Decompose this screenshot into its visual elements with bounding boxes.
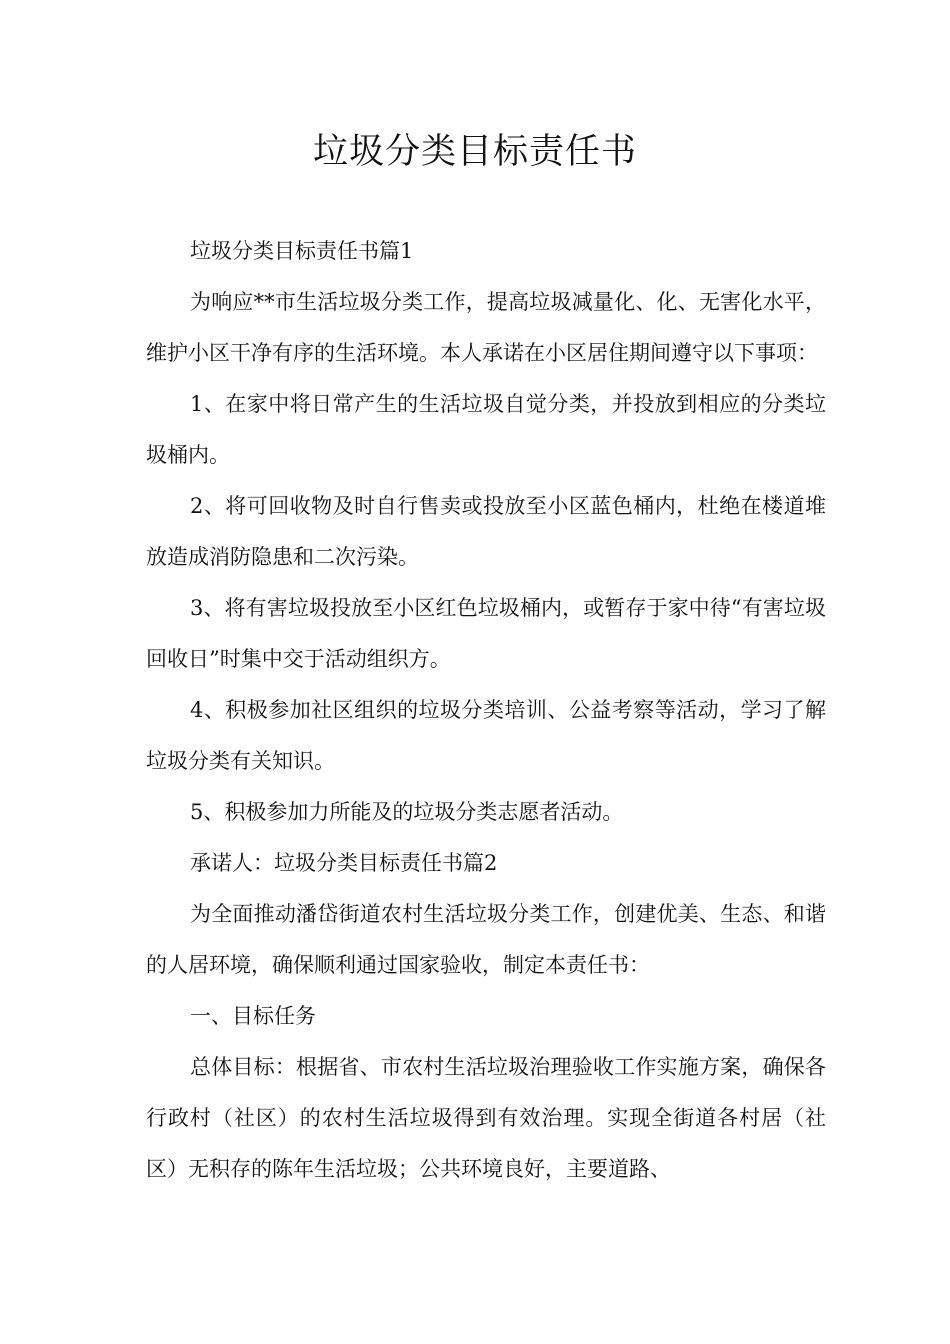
paragraph-item-5: 5、积极参加力所能及的垃圾分类志愿者活动。 [190, 800, 624, 824]
document-title: 垃圾分类目标责任书 [312, 132, 637, 172]
document-body [146, 226, 826, 1195]
paragraph-item-4: 4、积极参加社区组织的垃圾分类培训、公益考察等活动，学习了解垃圾分类有关知识。 [146, 698, 826, 773]
paragraph-signature-heading-2: 承诺人：垃圾分类目标责任书篇2 [190, 851, 498, 875]
paragraph-intro: 为响应**市生活垃圾分类工作，提高垃圾减量化、化、无害化水平，维护小区干净有序的生活环境。本人承诺在小区居住期间遵守以下事项： [146, 290, 826, 365]
paragraph-purpose: 为全面推动潘岱街道农村生活垃圾分类工作，创建优美、生态、和谐的人居环境，确保顺利通过国家验收，制定本责任书： [146, 902, 826, 977]
paragraph-overall-goal: 总体目标：根据省、市农村生活垃圾治理验收工作实施方案，确保各行政村（社区）的农村生活垃圾得到有效治理。实现全街道各村居（社区）无积存的陈年生活垃圾；公共环境良好，主要道路、 [146, 1055, 826, 1181]
paragraph-section-heading-1: 垃圾分类目标责任书篇1 [190, 239, 414, 263]
paragraph-section-goals: 一、目标任务 [190, 1004, 316, 1028]
paragraph-item-2: 2、将可回收物及时自行售卖或投放至小区蓝色桶内，杜绝在楼道堆放造成消防隐患和二次污染。 [146, 494, 826, 569]
paragraph-item-1: 1、在家中将日常产生的生活垃圾自觉分类，并投放到相应的分类垃圾桶内。 [146, 392, 826, 467]
paragraph-item-3: 3、将有害垃圾投放至小区红色垃圾桶内，或暂存于家中待“有害垃圾回收日”时集中交于活动组织方。 [146, 596, 826, 671]
